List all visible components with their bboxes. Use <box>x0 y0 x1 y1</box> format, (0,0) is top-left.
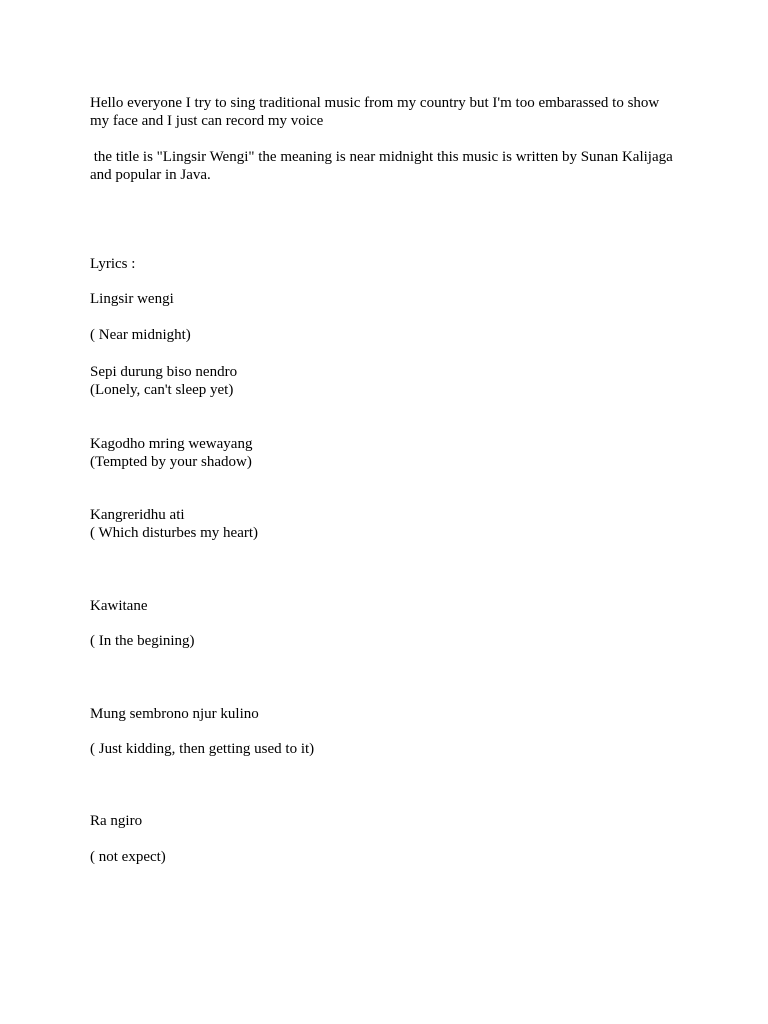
lyric-line: Kangreridhu ati <box>90 507 185 523</box>
lyric-line: Lingsir wengi <box>90 291 174 307</box>
lyrics-heading: Lyrics : <box>90 256 136 272</box>
lyric-translation: (Tempted by your shadow) <box>90 454 252 470</box>
lyric-line: Mung sembrono njur kulino <box>90 706 259 722</box>
lyric-line: Kawitane <box>90 598 148 614</box>
intro-text-line: the title is "Lingsir Wengi" the meaning is near midnight this music is written by Sunan Kalijaga <box>90 149 673 165</box>
lyric-translation: ( Just kidding, then getting used to it) <box>90 741 315 757</box>
intro-text-line: my face and I just can record my voice <box>90 113 324 129</box>
lyric-translation: ( Which disturbes my heart) <box>90 525 259 541</box>
lyric-translation: ( Near midnight) <box>90 327 191 343</box>
lyric-translation: ( not expect) <box>90 849 166 865</box>
lyric-translation: ( In the begining) <box>90 633 195 649</box>
lyric-line: Kagodho mring wewayang <box>90 436 253 452</box>
lyric-line: Sepi durung biso nendro <box>90 364 238 380</box>
intro-text-line: and popular in Java. <box>90 167 211 183</box>
lyric-translation: (Lonely, can't sleep yet) <box>90 382 234 398</box>
lyric-line: Ra ngiro <box>90 813 143 829</box>
intro-text-line: Hello everyone I try to sing traditional music from my country but I'm too embarassed to show <box>90 95 660 111</box>
